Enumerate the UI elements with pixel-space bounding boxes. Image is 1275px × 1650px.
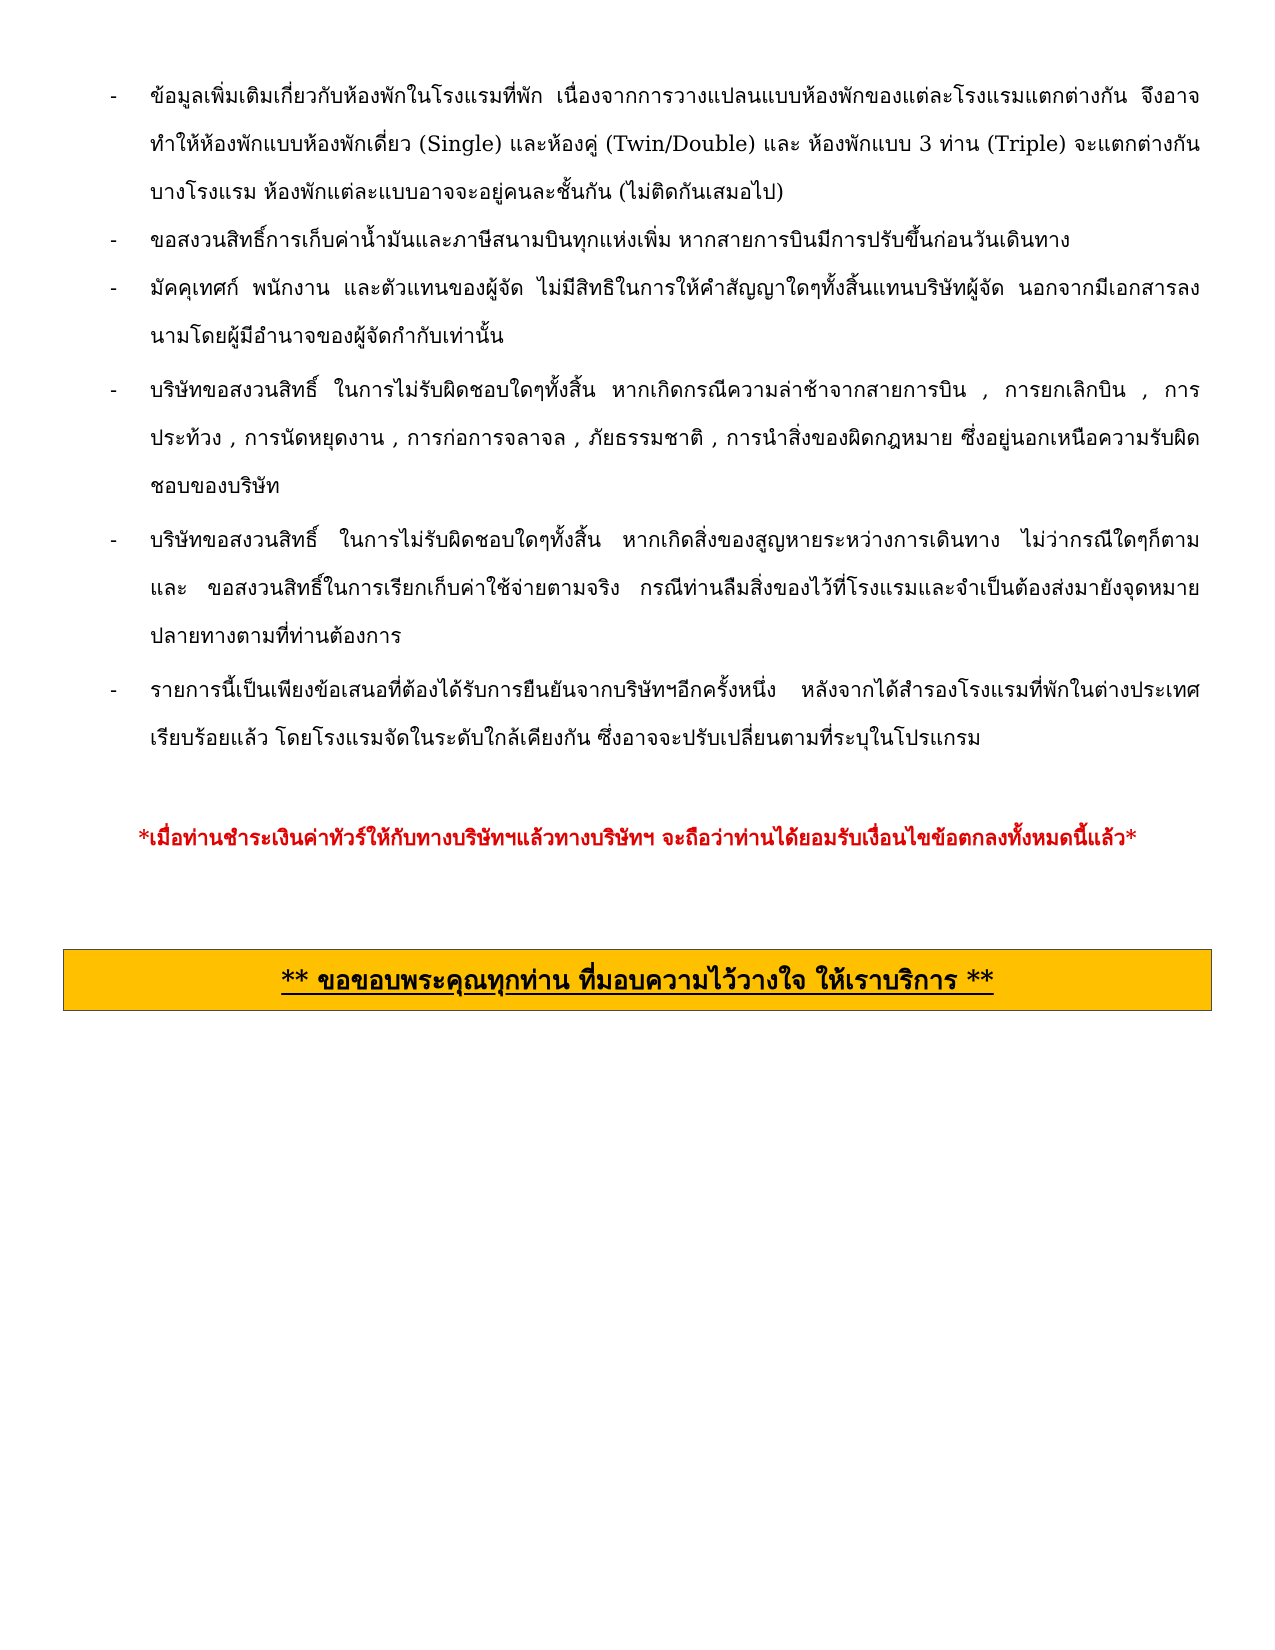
list-item — [108, 216, 1200, 264]
bullet-dash: - — [110, 228, 118, 252]
bullet-dash: - — [110, 678, 118, 702]
list-item — [108, 366, 1200, 510]
list-item-text: รายการนี้เป็นเพียงข้อเสนอที่ต้องได้รับการยืนยันจากบริษัทฯอีกครั้งหนึ่ง หลังจากได้สำรองโรงแรมที่พักในต่างประเทศเรียบร้อยแล้ว โดยโรงแรมจัดในระดับใกล้เคียงกัน ซึ่งอาจจะปรับเปลี่ยนตามที่ระบุในโปรแกรม — [150, 678, 1200, 750]
bullet-dash: - — [110, 276, 118, 300]
list-item — [108, 666, 1200, 762]
thank-you-text: ** ขอขอบพระคุณทุกท่าน ที่มอบความไว้วางใจ ให้เราบริการ ** — [281, 965, 994, 996]
list-item-text: ข้อมูลเพิ่มเติมเกี่ยวกับห้องพักในโรงแรมที่พัก เนื่องจากการวางแปลนแบบห้องพักของแต่ละโรงแรมแตกต่างกัน จึงอาจทำให้ห้องพักแบบห้องพักเดี่ยว (Single) และห้องคู่ (Twin/Double) และ ห้องพักแบบ 3 ท่าน (Triple) จะแตกต่างกัน บางโรงแรม ห้องพักแต่ละแบบอาจจะอยู่คนละชั้นกัน (ไม่ติดกันเสมอไป) — [150, 84, 1200, 204]
list-item-text: มัคคุเทศก์ พนักงาน และตัวแทนของผู้จัด ไม่มีสิทธิในการให้คำสัญญาใดๆทั้งสิ้นแทนบริษัทผู้จัด นอกจากมีเอกสารลงนามโดยผู้มีอำนาจของผู้จัดกำกับเท่านั้น — [150, 276, 1200, 348]
list-item — [108, 264, 1200, 360]
list-item — [108, 516, 1200, 660]
list-item-text: ขอสงวนสิทธิ์การเก็บค่าน้ำมันและภาษีสนามบินทุกแห่งเพิ่ม หากสายการบินมีการปรับขึ้นก่อนวันเดินทาง — [150, 228, 1071, 252]
bullet-dash: - — [110, 378, 118, 402]
list-item — [108, 72, 1200, 216]
thank-you-banner — [63, 949, 1212, 1011]
acceptance-notice: *เมื่อท่านชำระเงินค่าทัวร์ให้กับทางบริษัทฯแล้วทางบริษัทฯ จะถือว่าท่านได้ยอมรับเงื่อนไขข้อตกลงทั้งหมดนี้แล้ว* — [138, 825, 1137, 850]
list-item-text: บริษัทขอสงวนสิทธิ์ ในการไม่รับผิดชอบใดๆทั้งสิ้น หากเกิดสิ่งของสูญหายระหว่างการเดินทาง ไม่ว่ากรณีใดๆก็ตาม และ ขอสงวนสิทธิ์ในการเรียกเก็บค่าใช้จ่ายตามจริง กรณีท่านลืมสิ่งของไว้ที่โรงแรมและจำเป็นต้องส่งมายังจุดหมายปลายทางตามที่ท่านต้องการ — [150, 528, 1200, 648]
list-item-text: บริษัทขอสงวนสิทธิ์ ในการไม่รับผิดชอบใดๆทั้งสิ้น หากเกิดกรณีความล่าช้าจากสายการบิน , การยกเลิกบิน , การประท้วง , การนัดหยุดงาน , การก่อการจลาจล , ภัยธรรมชาติ , การนำสิ่งของผิดกฎหมาย ซึ่งอยู่นอกเหนือความรับผิดชอบของบริษัท — [150, 378, 1200, 498]
bullet-dash: - — [110, 528, 118, 552]
terms-list — [108, 72, 1200, 762]
bullet-dash: - — [110, 84, 118, 108]
